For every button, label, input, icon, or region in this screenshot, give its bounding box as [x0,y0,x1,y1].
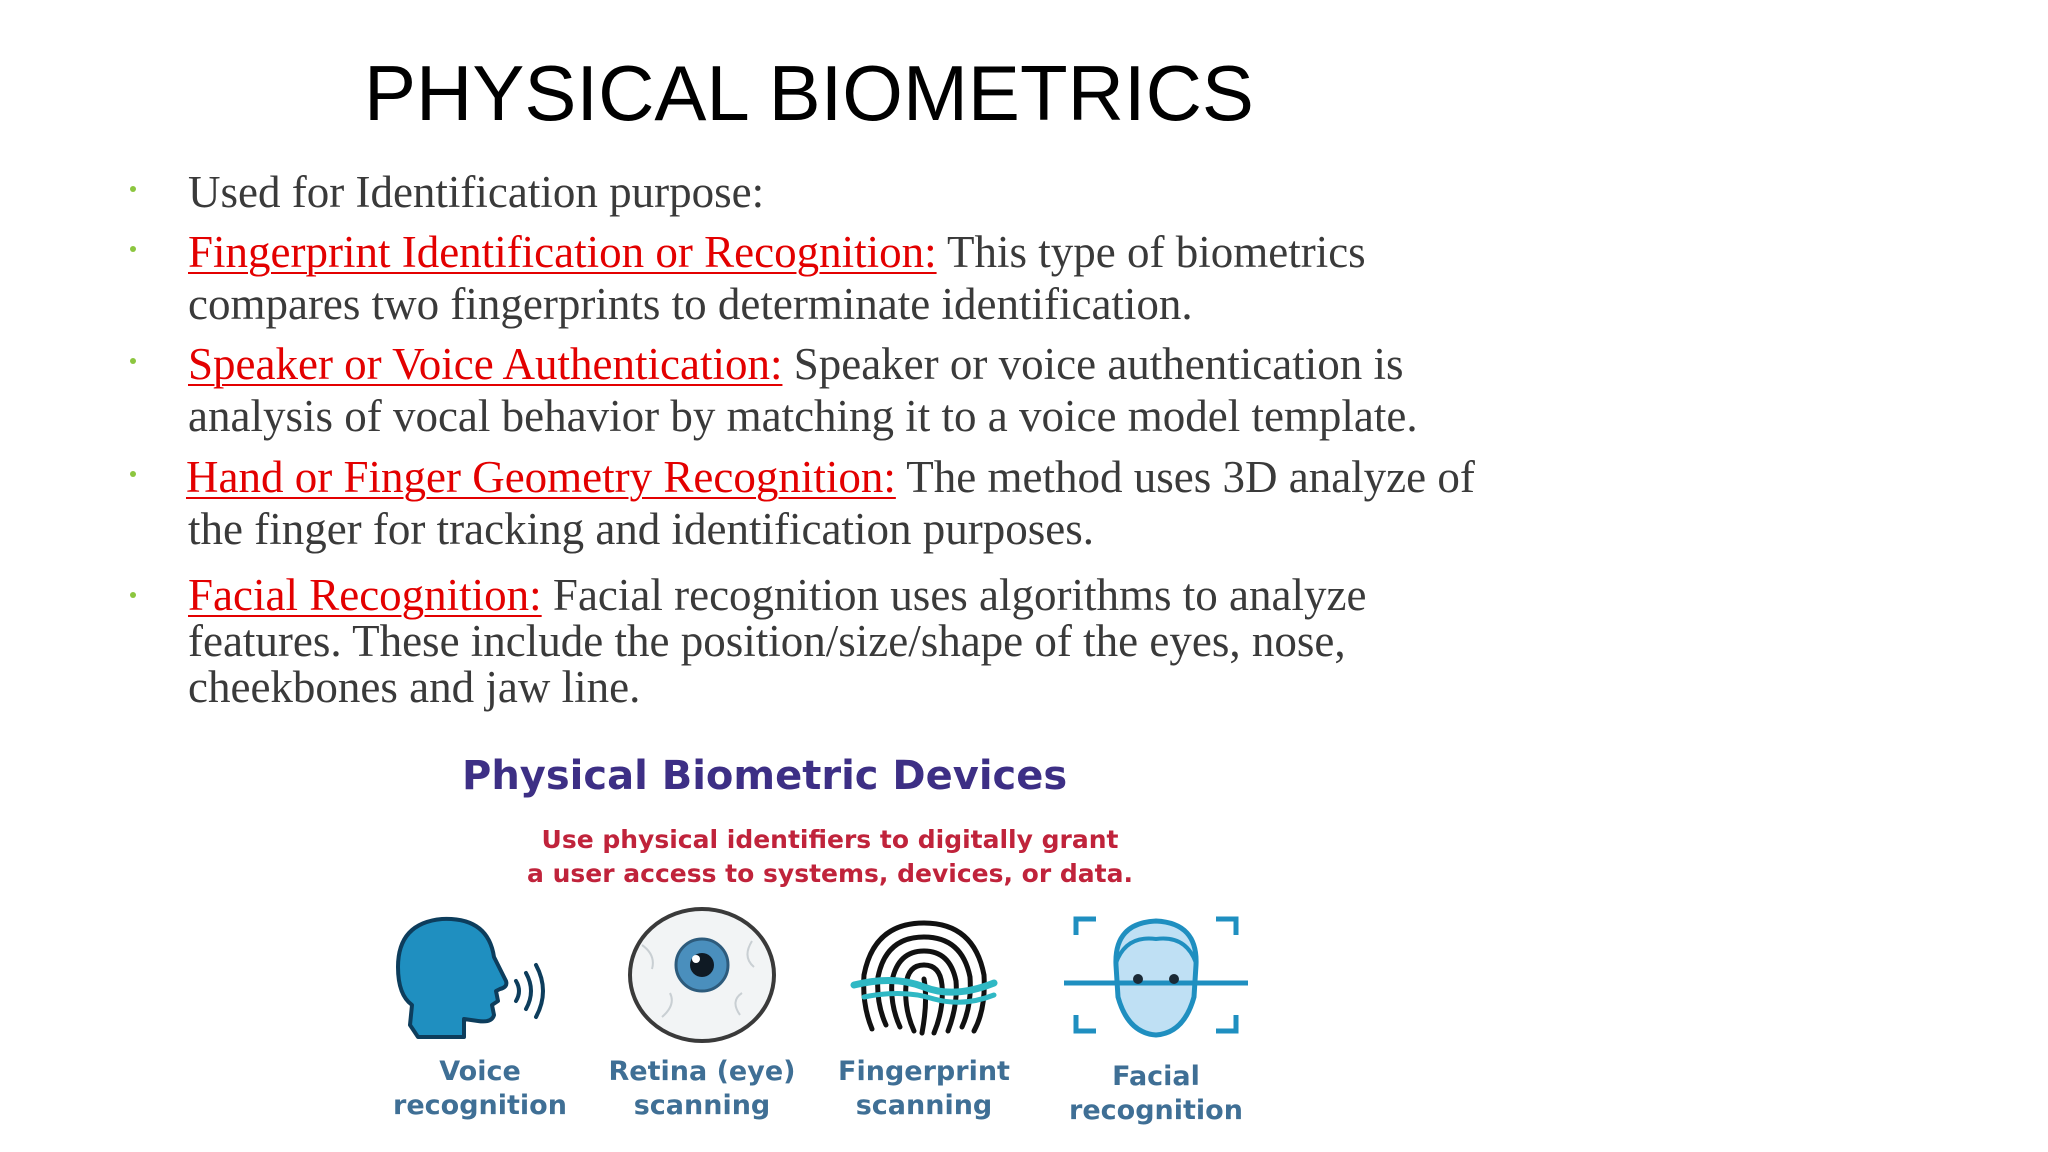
device-label: Retina (eye) scanning [608,1056,796,1121]
bullet-text-line2: the finger for tracking and identification purposes. [188,504,1094,554]
bullet-dot [130,186,136,192]
bullet-text-line2: analysis of vocal behavior by matching it to a voice model template. [188,391,1418,441]
voice-head-icon [390,905,570,1045]
slide-title: PHYSICAL BIOMETRICS [364,49,1254,137]
bullet-text: This type of biometrics [936,227,1366,277]
bullet-text: The method uses 3D analyze of [895,452,1475,502]
bullet-dot [130,246,136,252]
device-label: Voice recognition [393,1056,567,1121]
bullet-term: Hand or Finger Geometry Recognition: [186,452,896,502]
bullet-text-line3: cheekbones and jaw line. [188,662,641,712]
fingerprint-icon [834,905,1014,1045]
bullet-dot [130,358,136,364]
device-label: Fingerprint scanning [838,1056,1010,1121]
infographic-title: Physical Biometric Devices [462,753,1068,799]
bullet-term: Fingerprint Identification or Recognition: [188,227,937,277]
device-retina [608,905,796,1145]
bullet-term: Facial Recognition: [188,570,542,620]
device-facial [1056,905,1256,1145]
biometric-devices-infographic [350,735,1290,1145]
infographic-subtitle: Use physical identifiers to digitally grant a user access to systems, devices, or data. [527,825,1133,888]
bullet-term: Speaker or Voice Authentication: [188,339,783,389]
bullet-text-line2: compares two fingerprints to determinate identification. [188,279,1193,329]
bullet-text: Speaker or voice authentication is [782,339,1404,389]
device-fingerprint [834,905,1014,1145]
face-scan-icon [1056,905,1256,1045]
eyeball-icon [612,905,792,1045]
bullet-text: Facial recognition uses algorithms to analyze [541,570,1367,620]
bullet-dot [130,592,136,598]
device-label: Facial recognition [1069,1061,1243,1126]
bullet-text: Used for Identification purpose: [188,167,765,217]
bullet-text-line2: features. These include the position/size/shape of the eyes, nose, [188,616,1346,666]
device-voice [390,905,570,1145]
bullet-dot [130,471,136,477]
